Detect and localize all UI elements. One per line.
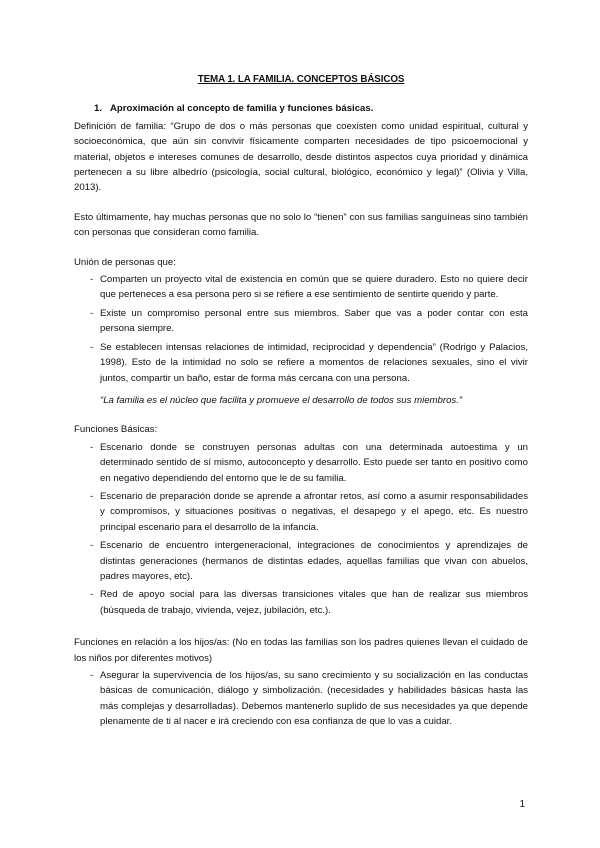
children-functions-list [74, 668, 528, 730]
document-page [74, 70, 528, 733]
list-item [74, 587, 528, 618]
dash-bullet: - [90, 490, 94, 502]
list-item-text: Se establecen intensas relaciones de intimidad, reciprocidad y dependencia” (Rodrigo y Palacios, 1998). Esto de la intimidad no solo se refiere a momentos de relaciones sexuales, sino el vivir juntos, compartir un baño, estar de forma más cercana con una persona. [100, 341, 528, 384]
definition-paragraph: Definición de familia: “Grupo de dos o más personas que coexisten como unidad espiritual, cultural y socioeconómica, que aún sin convivir físicamente comparten necesidades de tipo psicoemocional y material, objetos e intereses comunes de desarrollo, desde distintos aspectos cuya prioridad y dinámica pertenecen a su libre albedrío (psicología, social cultural, biológico, económico y legal)” (Olivia y Villa, 2013). [74, 120, 528, 194]
list-item [74, 340, 528, 386]
dash-bullet: - [90, 274, 94, 286]
family-quote: “La familia es el núcleo que facilita y promueve el desarrollo de todos sus miembros.” [100, 394, 463, 406]
list-item [74, 440, 528, 486]
dash-bullet: - [90, 441, 94, 453]
list-item [74, 538, 528, 584]
children-functions-label: Funciones en relación a los hijos/as: (No en todas las familias son los padres quienes llevan el cuidado de los niños por diferentes motivos) [74, 637, 528, 664]
page-number: 1 [519, 799, 525, 810]
union-label: Unión de personas que: [74, 256, 176, 268]
section-number: 1. [94, 103, 103, 115]
list-item-text: Existe un compromiso personal entre sus miembros. Saber que vas a poder contar con esta persona siempre. [100, 307, 528, 335]
dash-bullet: - [90, 670, 94, 681]
list-item-text: Red de apoyo social para las diversas transiciones vitales que han de realizar sus miembros (búsqueda de trabajo, vivienda, vejez, jubilación, etc.). [100, 589, 528, 616]
dash-bullet: - [90, 341, 94, 353]
union-list [74, 272, 528, 386]
list-item-text: Escenario de encuentro intergeneracional, integraciones de conocimientos y aprendizajes de distintas generaciones (hermanos de distintas edades, aquellas familias que vivan con abuelos, padres mayores, etc). [100, 540, 528, 582]
section-heading-text: Aproximación al concepto de familia y funciones básicas. [110, 103, 374, 115]
list-item-text: Comparten un proyecto vital de existencia en común que se quiere duradero. Esto no quiere decir que perteneces a esa persona pero si se refiere a ese sentimiento de sentirte querido y parte. [100, 274, 528, 301]
list-item-text: Escenario de preparación donde se aprende a afrontar retos, así como a asumir responsabilidades y compromisos, y situaciones positivas o negativas, el desapego y el apego, etc. Es nuestro principal escenario para el desarrollo de la infancia. [100, 490, 528, 533]
list-item-text: Escenario donde se construyen personas adultas con una determinada autoestima y un determinado sentido de sí mismo, autoconcepto y desarrollo. Esto puede ser tanto en positivo como en negativo dependiendo del entorno que le de su familia. [100, 441, 528, 484]
list-item [74, 272, 528, 303]
section-heading [94, 101, 528, 116]
dash-bullet: - [90, 589, 94, 601]
basic-functions-list [74, 440, 528, 618]
basic-functions-label: Funciones Básicas: [74, 424, 158, 436]
dash-bullet: - [90, 307, 94, 319]
list-item [74, 668, 528, 730]
list-item [74, 489, 528, 535]
document-title: TEMA 1. LA FAMILIA. CONCEPTOS BÁSICOS [197, 74, 405, 85]
list-item [74, 306, 528, 337]
dash-bullet: - [90, 540, 94, 552]
lately-paragraph: Esto últimamente, hay muchas personas que no solo lo “tienen” con sus familias sanguíneas sino también con personas que consideran como familia. [74, 211, 528, 239]
list-item-text: Asegurar la supervivencia de los hijos/as, su sano crecimiento y su socialización en las conductas básicas de comunicación, diálogo y simbolización. (necesidades y habilidades básicas hasta las más complejas y desarrolladas). Debemos mantenerlo suplido de sus necesidades ya que depende plenamente de ti al nacer e irá creciendo con esa confianza de que lo vas a cuidar. [100, 670, 528, 728]
